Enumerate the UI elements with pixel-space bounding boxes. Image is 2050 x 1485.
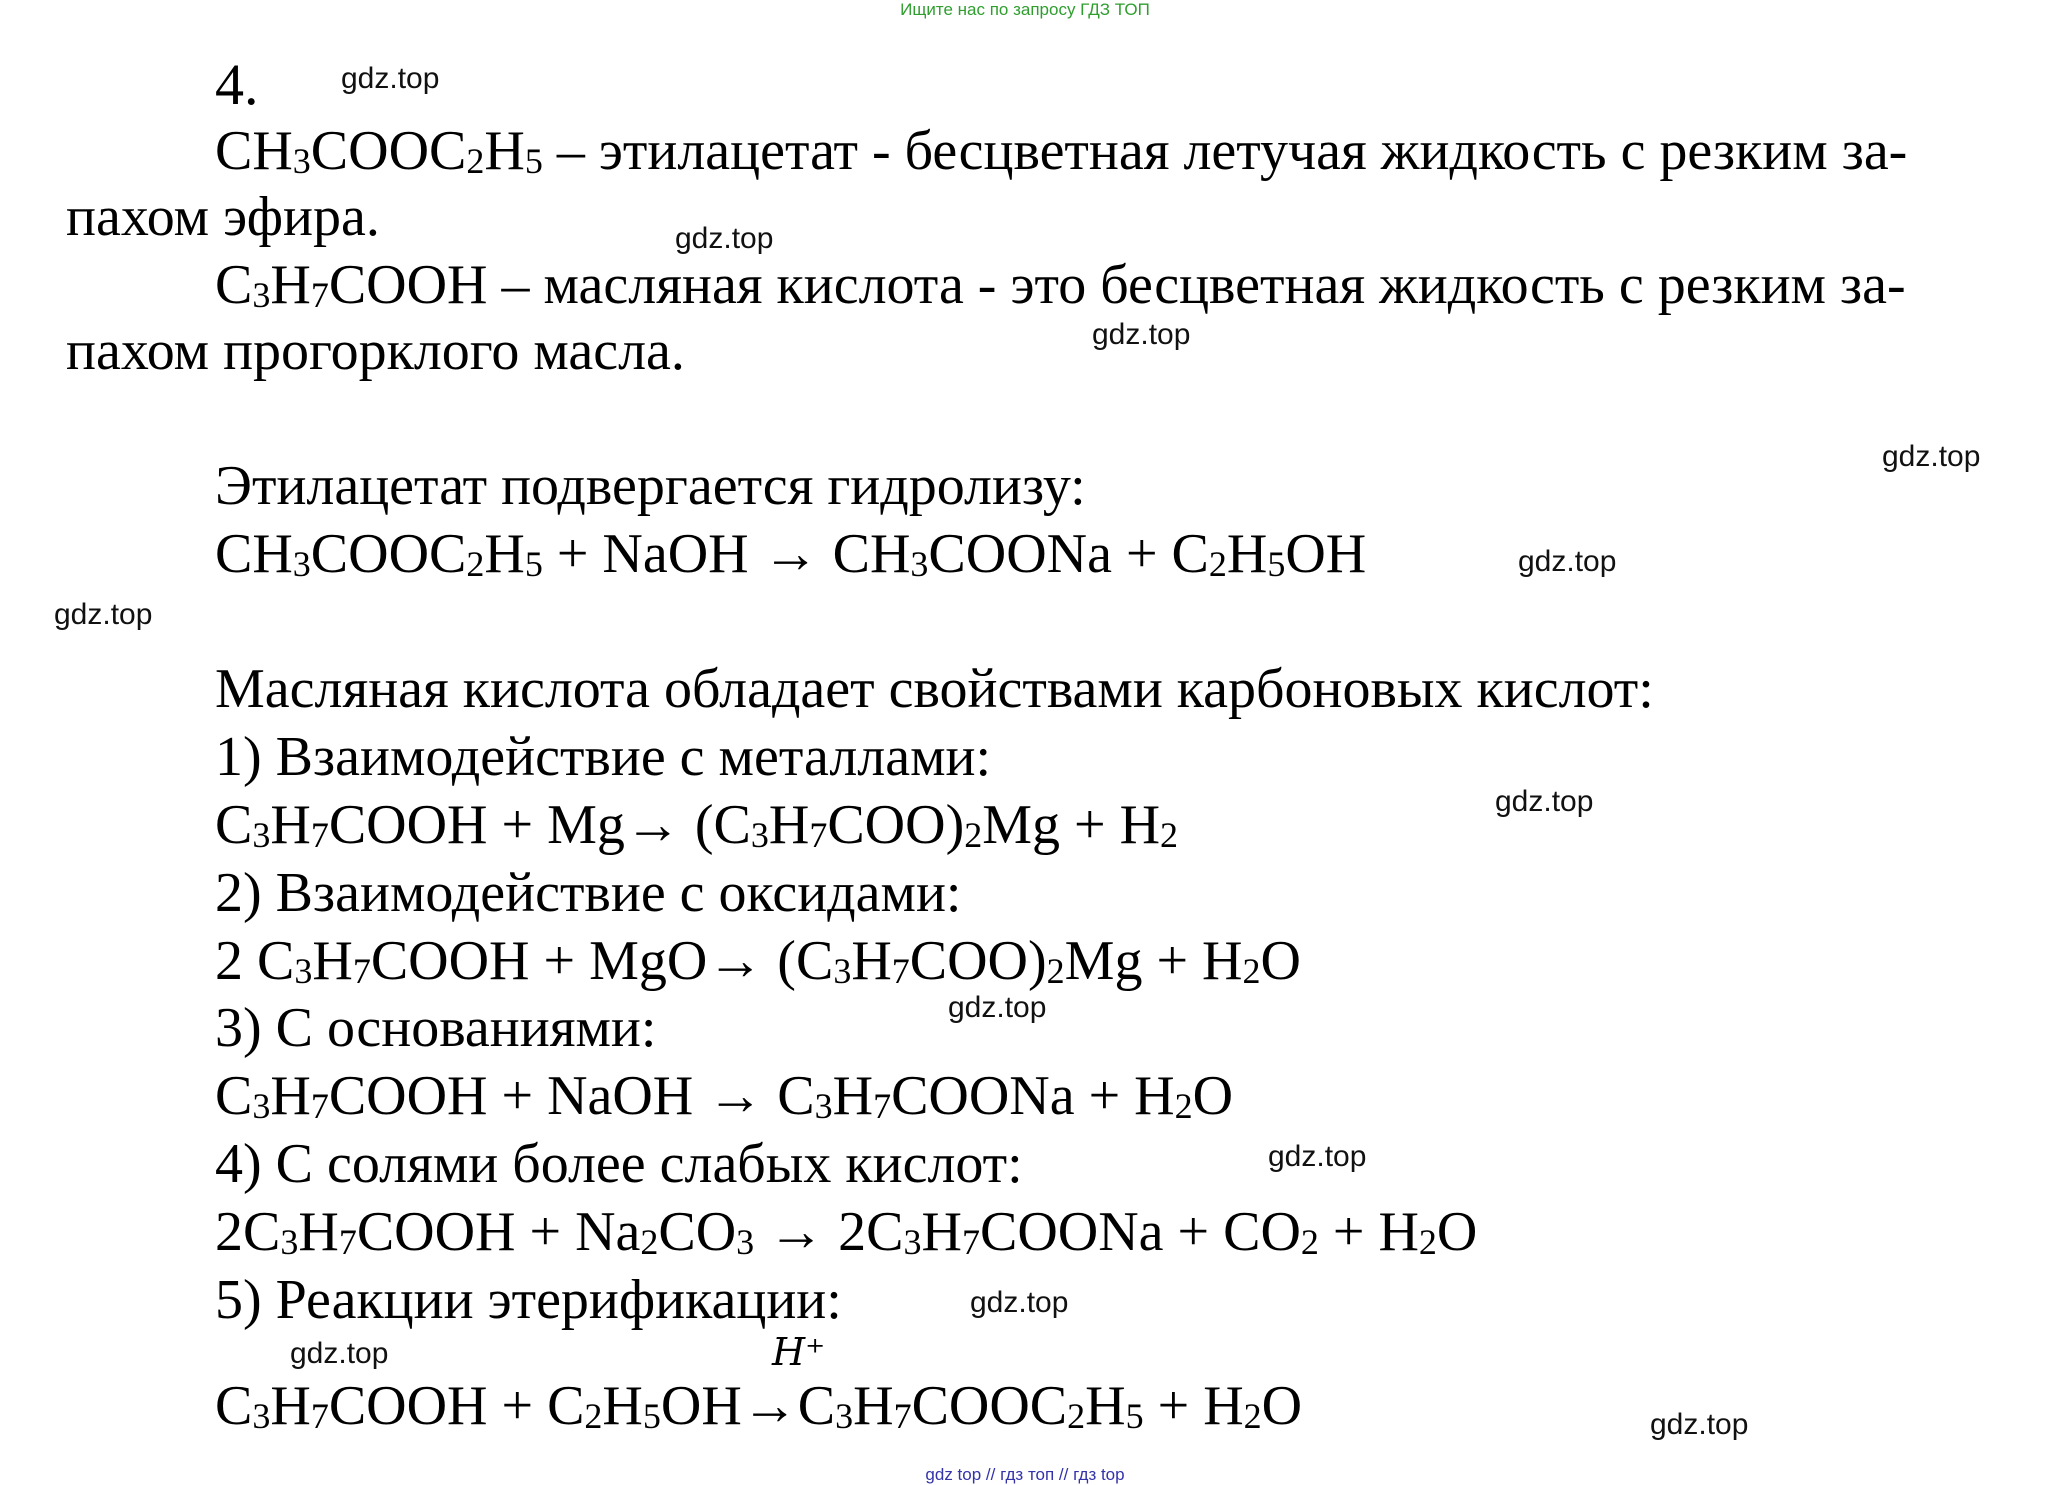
metal-reaction-equation: $C_3H_7COOH + Mg\to (C_3H_7COO)_2Mg + H_2$ — [215, 794, 1179, 856]
acid-description-text: – масляная кислота - это бесцветная жидкость с резким за- — [487, 254, 1906, 316]
salt-reaction-equation: $2C_3H_7COOH + Na_2CO_3$ → $2C_3H_7COONa + CO_2 + H_2O$ — [215, 1201, 1478, 1263]
acid-properties-heading: Масляная кислота обладает свойствами карбоновых кислот: — [215, 658, 1654, 720]
ester-description-line2: пахом эфира. — [66, 186, 380, 248]
acid-description-line1: $C_3H_7COOH$ – масляная кислота - это бесцветная жидкость с резким за- — [215, 254, 1906, 316]
ester-description-line1: $CH_3COOC_2H_5$ – этилацетат - бесцветная летучая жидкость с резким за- — [215, 120, 1908, 182]
acid-description-line2: пахом прогорклого масла. — [66, 320, 685, 382]
hydrolysis-heading: Этилацетат подвергается гидролизу: — [215, 455, 1086, 517]
watermark: gdz.top — [675, 222, 774, 255]
watermark: gdz.top — [1650, 1408, 1749, 1441]
watermark: gdz.top — [1518, 545, 1617, 578]
footer-links: gdz top // гдз топ // гдз top — [925, 1465, 1125, 1484]
esterification-equation: $C_3H_7COOH$ + $C_2H_5OH\to C_3H_7COOC_2H_5 + H_2O$ — [215, 1375, 1303, 1437]
task-number: 4. — [215, 52, 259, 117]
watermark: gdz.top — [54, 598, 153, 631]
watermark: gdz.top — [1092, 318, 1191, 351]
watermark: gdz.top — [1268, 1140, 1367, 1173]
watermark: gdz.top — [970, 1286, 1069, 1319]
catalyst-label: H⁺ — [772, 1330, 826, 1374]
watermark: gdz.top — [341, 62, 440, 95]
item-1-heading: 1) Взаимодействие с металлами: — [215, 726, 992, 788]
ester-description-text: – этилацетат - бесцветная летучая жидкость с резким за- — [542, 120, 1908, 182]
item-3-heading: 3) С основаниями: — [215, 997, 657, 1059]
watermark: gdz.top — [1495, 785, 1594, 818]
oxide-reaction-equation: 2 $C_3H_7COOH + MgO\to (C_3H_7COO)_2Mg + H_2O$ — [215, 930, 1301, 992]
watermark: gdz.top — [290, 1337, 389, 1370]
top-banner: Ищите нас по запросу ГДЗ ТОП — [900, 0, 1150, 19]
watermark: gdz.top — [948, 991, 1047, 1024]
item-4-heading: 4) С солями более слабых кислот: — [215, 1133, 1023, 1195]
base-reaction-equation: $C_3H_7COOH$ + NaOH → $C_3H_7COONa + H_2O$ — [215, 1065, 1234, 1127]
item-2-heading: 2) Взаимодействие с оксидами: — [215, 862, 962, 924]
item-5-heading: 5) Реакции этерификации: — [215, 1269, 842, 1331]
watermark: gdz.top — [1882, 440, 1981, 473]
hydrolysis-equation: $CH_3COOC_2H_5$ + NaOH → $CH_3COONa + C_2H_5OH$ — [215, 523, 1367, 585]
